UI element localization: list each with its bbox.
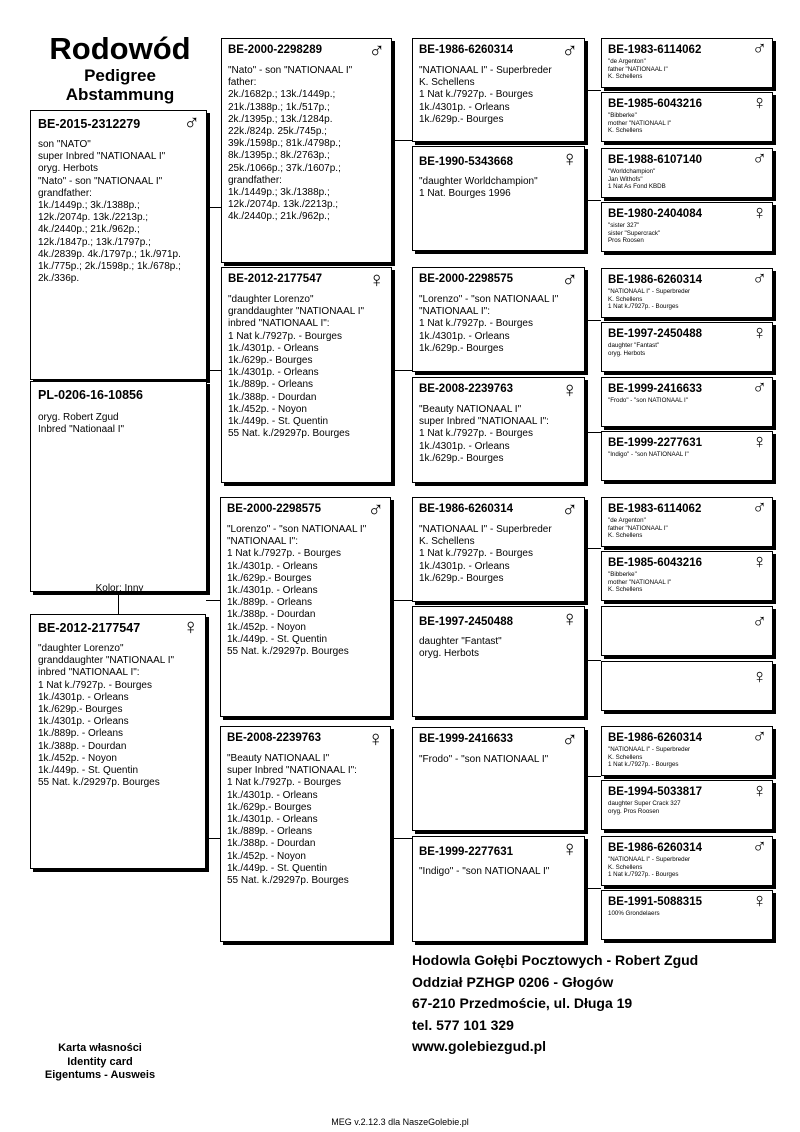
- pigeon-description: "Indigo" - "son NATIONAAL I": [419, 866, 550, 877]
- owner-card: [30, 381, 207, 592]
- great-grandparent-card: [601, 431, 773, 481]
- pigeon-description: "Bibberke" mother "NATIONAAL I" K. Schellens: [608, 571, 672, 594]
- ring-number: BE-2012-2177547: [228, 273, 322, 285]
- software-credit: MEG v.2.12.3 dla NaszeGolebie.pl: [331, 1117, 469, 1127]
- great-grandparent-card-empty: [601, 606, 773, 656]
- female-icon: ♀: [752, 890, 767, 912]
- great-grandparent-card: [601, 551, 773, 601]
- great-grandparent-card: [601, 726, 773, 776]
- pigeon-description: "NATIONAAL I" - Superbreder K. Schellens 1 Nat k./7927p. - Bourges 1k./4301p. - Orleans 1k./629p.- Bourges: [419, 65, 552, 125]
- pigeon-description: "daughter Worldchampion" 1 Nat. Bourges 1996: [419, 176, 538, 200]
- male-icon: ♂: [368, 38, 385, 63]
- color-label: Kolor: Inny: [95, 583, 144, 594]
- pigeon-description: "Frodo" - "son NATIONAAL I": [608, 397, 688, 404]
- pigeon-description: 100% Grondelaers: [608, 910, 660, 917]
- female-icon: ♀: [182, 614, 199, 639]
- great-grandparent-card: [601, 148, 773, 198]
- pigeon-description: "Lorenzo" - "son NATIONAAL I" "NATIONAAL I": 1 Nat k./7927p. - Bourges 1k./4301p. - Orleans 1k./629p.- Bourges 1k./4301p. - Orleans 1k./889p. - Orleans 1k./388p. - Dourdan 1k./452p. - Noyon 1k./449p. - St. Quentin 55 Nat. k./29297p. Bourges: [227, 524, 367, 658]
- pigeon-description: "de Argenton" father "NATIONAAL I" K. Schellens: [608, 517, 668, 540]
- pigeon-description: "daughter Lorenzo" granddaughter "NATIONAAL I" inbred "NATIONAAL I": 1 Nat k./7927p. - Bourges 1k./4301p. - Orleans 1k./629p.- Bourges 1k./4301p. - Orleans 1k./889p. - Orleans 1k./388p. - Dourdan 1k./452p. - Noyon 1k./449p. - St. Quentin 55 Nat. k./29297p. Bourges: [228, 294, 365, 440]
- grandparent-card: [412, 38, 585, 142]
- pigeon-description: "Lorenzo" - "son NATIONAAL I" "NATIONAAL I": 1 Nat k./7927p. - Bourges 1k./4301p. - Orleans 1k./629p.- Bourges: [419, 294, 559, 354]
- mother-description: "daughter Lorenzo" granddaughter "NATIONAAL I" inbred "NATIONAAL I": 1 Nat k./7927p. - Bourges 1k./4301p. - Orleans 1k./629p.- Bourges 1k./4301p. - Orleans 1k./889p. - Orleans 1k./388p. - Dourdan 1k./452p. - Noyon 1k./449p. - St. Quentin 55 Nat. k./29297p. Bourges: [38, 643, 175, 789]
- sire-card: [220, 497, 391, 717]
- ring-number: BE-1991-5088315: [608, 896, 702, 908]
- ring-number: BE-1990-5343668: [419, 156, 513, 168]
- subject-pigeon-card: [30, 110, 207, 380]
- pigeon-description: daughter "Fantast" oryg. Herbots: [608, 342, 660, 357]
- female-icon: ♀: [561, 836, 578, 861]
- pigeon-description: "Worldchampion" Jan Withofs" 1 Nat As Fond KBDB: [608, 168, 666, 191]
- male-icon: ♂: [752, 377, 767, 399]
- female-icon: ♀: [752, 322, 767, 344]
- pigeon-description: "Indigo" - "son NATIONAAL I": [608, 451, 689, 458]
- ring-number: BE-1999-2416633: [419, 733, 513, 745]
- mother-card: [30, 614, 206, 869]
- great-grandparent-card-empty: [601, 661, 773, 711]
- ring-number: BE-1999-2277631: [608, 437, 702, 449]
- subject-ring-number: BE-2015-2312279: [38, 117, 141, 131]
- ring-number: BE-2000-2298289: [228, 44, 322, 56]
- pigeon-description: "NATIONAAL I" - Superbreder K. Schellens 1 Nat k./7927p. - Bourges: [608, 288, 691, 311]
- pigeon-description: "Beauty NATIONAAL I" super Inbred "NATIONAAL I": 1 Nat k./7927p. - Bourges 1k./4301p. - Orleans 1k./629p.- Bourges 1k./4301p. - Orleans 1k./889p. - Orleans 1k./388p. - Dourdan 1k./452p. - Noyon 1k./449p. - St. Quentin 55 Nat. k./29297p. Bourges: [227, 753, 357, 887]
- ring-number: BE-1985-6043216: [608, 98, 702, 110]
- pedigree-subtitle-de: Abstammung: [65, 85, 175, 104]
- pigeon-description: "Nato" - son "NATIONAAL I" father: 2k./1682p.; 13k./1449p.; 21k./1388p.; 1k./517p.; 2k./1395p.; 13k./1284p. 22k./824p. 25k./745p.; 39k./1598p.; 81k./4798p.; 8k./1395p.; 8k./2763p.; 25k./1066p.; 37k./1607p.; grandfather: 1k./1449p.; 3k./1388p.; 12k./2074p. 13k./2213p.; 4k./2440p.; 21k./962p.;: [228, 65, 353, 223]
- subject-description: son "NATO" super Inbred "NATIONAAL I" oryg. Herbots "Nato" - son "NATIONAAL I" grandfather: 1k./1449p.; 3k./1388p.; 12k./2074p. 13k./2213p.; 4k./2440p.; 21k./962p.; 12k./1847p.; 13k./1797p.; 4k./2839p. 4k./1797p.; 1k./971p. 1k./775p.; 2k./1598p.; 1k./678p.; 2k./336p.: [38, 139, 181, 285]
- female-icon: ♀: [561, 606, 578, 631]
- female-icon: ♀: [368, 267, 385, 292]
- grandparent-card: [412, 606, 585, 717]
- pigeon-description: "sister 327" sister "Supercrack" Pros Roosen: [608, 222, 661, 245]
- female-icon: ♀: [752, 202, 767, 224]
- female-icon: ♀: [752, 431, 767, 453]
- ring-number: BE-1988-6107140: [608, 154, 702, 166]
- pigeon-description: "NATIONAAL I" - Superbreder K. Schellens 1 Nat k./7927p. - Bourges: [608, 856, 691, 879]
- female-icon: ♀: [752, 666, 767, 688]
- male-icon: ♂: [183, 110, 200, 135]
- male-icon: ♂: [752, 497, 767, 519]
- great-grandparent-card: [601, 780, 773, 830]
- ring-number: BE-1986-6260314: [608, 732, 702, 744]
- ring-number: BE-2000-2298575: [227, 503, 321, 515]
- great-grandparent-card: [601, 92, 773, 142]
- pigeon-description: "NATIONAAL I" - Superbreder K. Schellens 1 Nat k./7927p. - Bourges 1k./4301p. - Orleans 1k./629p.- Bourges: [419, 524, 552, 584]
- female-icon: ♀: [561, 377, 578, 402]
- identity-card-label: Karta własności Identity card Eigentums - Ausweis: [44, 1042, 156, 1081]
- ring-number: BE-1986-6260314: [419, 44, 513, 56]
- great-grandparent-card: [601, 836, 773, 886]
- ring-number: BE-1999-2277631: [419, 846, 513, 858]
- pigeon-description: "NATIONAAL I" - Superbreder K. Schellens 1 Nat k./7927p. - Bourges: [608, 746, 691, 769]
- ring-number: BE-1997-2450488: [419, 616, 513, 628]
- ring-number: BE-2008-2239763: [227, 732, 321, 744]
- great-grandparent-card: [601, 377, 773, 427]
- female-icon: ♀: [367, 726, 384, 751]
- grandparent-card: [412, 836, 585, 942]
- ring-number: BE-2000-2298575: [419, 273, 513, 285]
- ring-number: BE-1994-5033817: [608, 786, 702, 798]
- ring-number: BE-1983-6114062: [608, 44, 702, 56]
- male-icon: ♂: [561, 497, 578, 522]
- female-icon: ♀: [561, 146, 578, 171]
- pigeon-description: "Frodo" - "son NATIONAAL I": [419, 754, 549, 765]
- male-icon: ♂: [561, 38, 578, 63]
- ring-number: BE-1980-2404084: [608, 208, 702, 220]
- ring-number: BE-1986-6260314: [608, 274, 702, 286]
- male-icon: ♂: [752, 836, 767, 858]
- ring-number: BE-2008-2239763: [419, 383, 513, 395]
- pigeon-description: "Bibberke" mother "NATIONAAL I" K. Schellens: [608, 112, 672, 135]
- ring-number: BE-1986-6260314: [608, 842, 702, 854]
- male-icon: ♂: [752, 268, 767, 290]
- great-grandparent-card: [601, 497, 773, 547]
- ring-number: BE-1983-6114062: [608, 503, 702, 515]
- male-icon: ♂: [367, 497, 384, 522]
- great-grandparent-card: [601, 322, 773, 372]
- owner-ring-number: PL-0206-16-10856: [38, 388, 143, 402]
- male-icon: ♂: [752, 726, 767, 748]
- owner-description: oryg. Robert Zgud Inbred "Nationaal I": [38, 412, 125, 436]
- great-grandparent-card: [601, 268, 773, 318]
- pigeon-description: "Beauty NATIONAAL I" super Inbred "NATIONAAL I": 1 Nat k./7927p. - Bourges 1k./4301p. - Orleans 1k./629p.- Bourges: [419, 404, 549, 464]
- grandparent-card: [412, 497, 585, 602]
- ring-number: BE-1986-6260314: [419, 503, 513, 515]
- pedigree-title: Rodowód: [49, 31, 191, 66]
- great-grandparent-card: [601, 38, 773, 88]
- ring-number: BE-1997-2450488: [608, 328, 702, 340]
- female-icon: ♀: [752, 551, 767, 573]
- pedigree-subtitle-en: Pedigree: [84, 66, 156, 85]
- mother-ring-number: BE-2012-2177547: [38, 621, 141, 635]
- grandparent-card: [412, 377, 585, 483]
- male-icon: ♂: [561, 267, 578, 292]
- female-icon: ♀: [752, 780, 767, 802]
- grandparent-card: [412, 267, 585, 372]
- ring-number: BE-1999-2416633: [608, 383, 702, 395]
- sire-card: [221, 38, 392, 263]
- grandparent-card: [412, 727, 585, 831]
- male-icon: ♂: [561, 727, 578, 752]
- great-grandparent-card: [601, 202, 773, 252]
- female-icon: ♀: [752, 92, 767, 114]
- pigeon-description: daughter "Fantast" oryg. Herbots: [419, 636, 502, 660]
- male-icon: ♂: [752, 38, 767, 60]
- ring-number: BE-1985-6043216: [608, 557, 702, 569]
- dam-card: [221, 267, 392, 483]
- male-icon: ♂: [752, 611, 767, 633]
- pigeon-description: "de Argenton" father "NATIONAAL I" K. Schellens: [608, 58, 668, 81]
- dam-card: [220, 726, 391, 942]
- breeder-info: Hodowla Gołębi Pocztowych - Robert Zgud Oddział PZHGP 0206 - Głogów 67-210 Przedmoście, ul. Długa 19 tel. 577 101 329 www.golebiezgud.pl: [412, 952, 699, 1054]
- male-icon: ♂: [752, 148, 767, 170]
- grandparent-card: [412, 146, 585, 251]
- pigeon-description: daughter Super Crack 327 oryg. Pros Roosen: [608, 800, 681, 815]
- great-grandparent-card: [601, 890, 773, 940]
